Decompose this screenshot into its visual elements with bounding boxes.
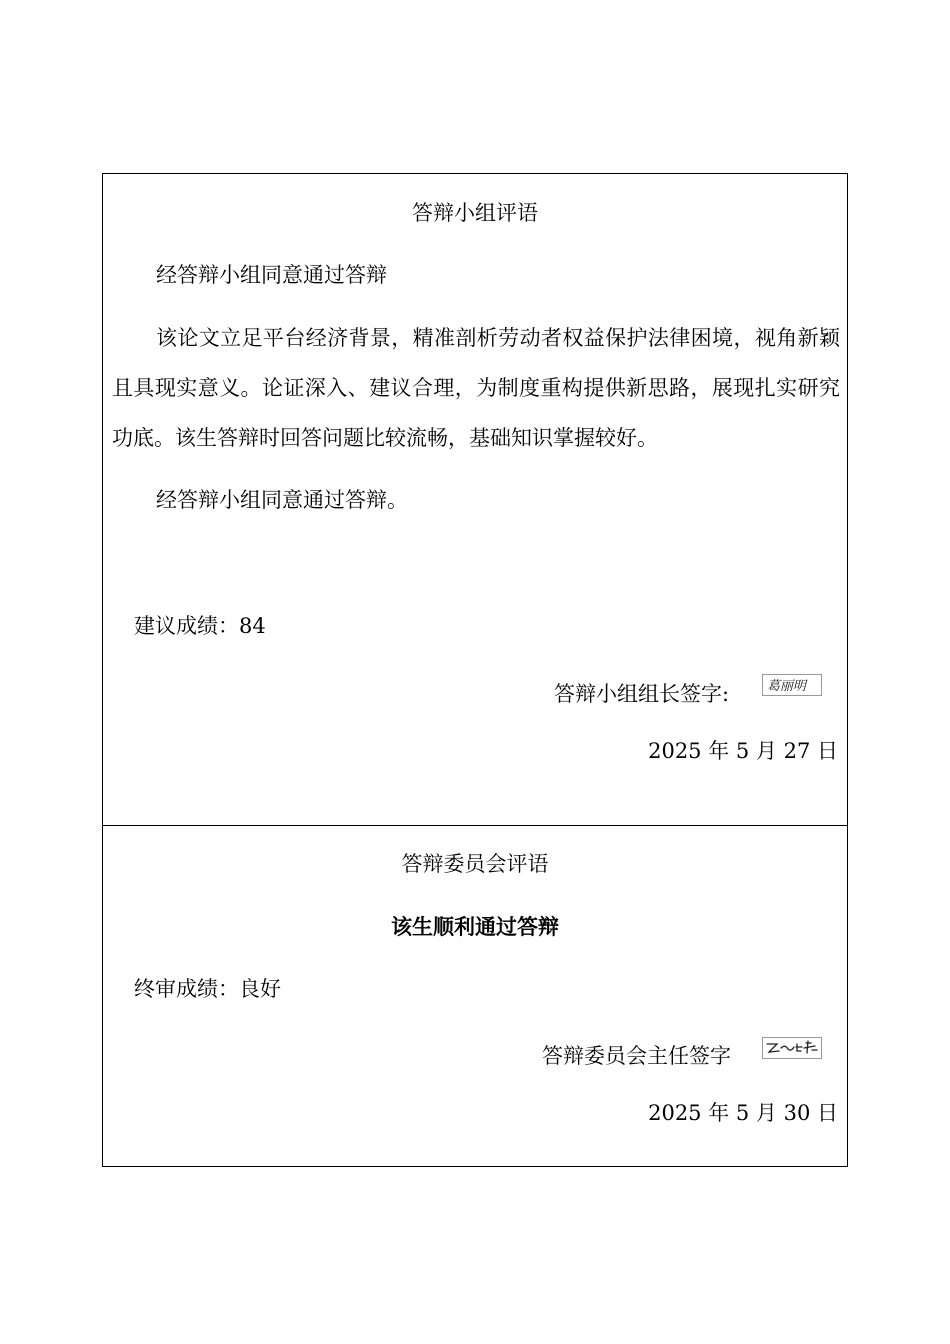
group-comment-section — [103, 174, 847, 826]
leader-signature-handwriting — [763, 675, 821, 695]
suggested-grade-label: 建议成绩： — [134, 614, 239, 638]
defense-evaluation-table — [102, 173, 848, 1167]
group-date: 2025 年 5 月 27 日 — [648, 739, 838, 763]
suggested-grade-value: 84 — [239, 614, 266, 638]
group-approval-line-2: 经答辩小组同意通过答辩。 — [156, 488, 408, 512]
final-grade — [134, 977, 281, 1001]
committee-date: 2025 年 5 月 30 日 — [648, 1101, 838, 1125]
committee-section-title: 答辩委员会评语 — [401, 852, 549, 876]
chair-signature-handwriting — [763, 1038, 821, 1058]
chair-signature-label: 答辩委员会主任签字 — [542, 1044, 731, 1068]
final-grade-label: 终审成绩： — [134, 977, 239, 1001]
suggested-grade — [134, 614, 266, 638]
committee-comment: 该生顺利通过答辩 — [391, 914, 559, 939]
leader-signature-image — [762, 674, 822, 696]
group-comment-paragraph: 该论文立足平台经济背景，精准剖析劳动者权益保护法律困境，视角新颖且具现实意义。论证深入、建议合理，为制度重构提供新思路，展现扎实研究功底。该生答辩时回答问题比较流畅，基础知识掌握较好。 — [112, 326, 840, 450]
group-approval-line: 经答辩小组同意通过答辩 — [156, 263, 387, 287]
committee-comment-section — [103, 826, 847, 1166]
chair-signature-image — [762, 1037, 822, 1059]
leader-signature-label: 答辩小组组长签字: — [554, 682, 730, 706]
group-section-title: 答辩小组评语 — [412, 201, 538, 225]
svg-text:葛丽明: 葛丽明 — [767, 679, 807, 694]
final-grade-value: 良好 — [239, 977, 281, 1001]
